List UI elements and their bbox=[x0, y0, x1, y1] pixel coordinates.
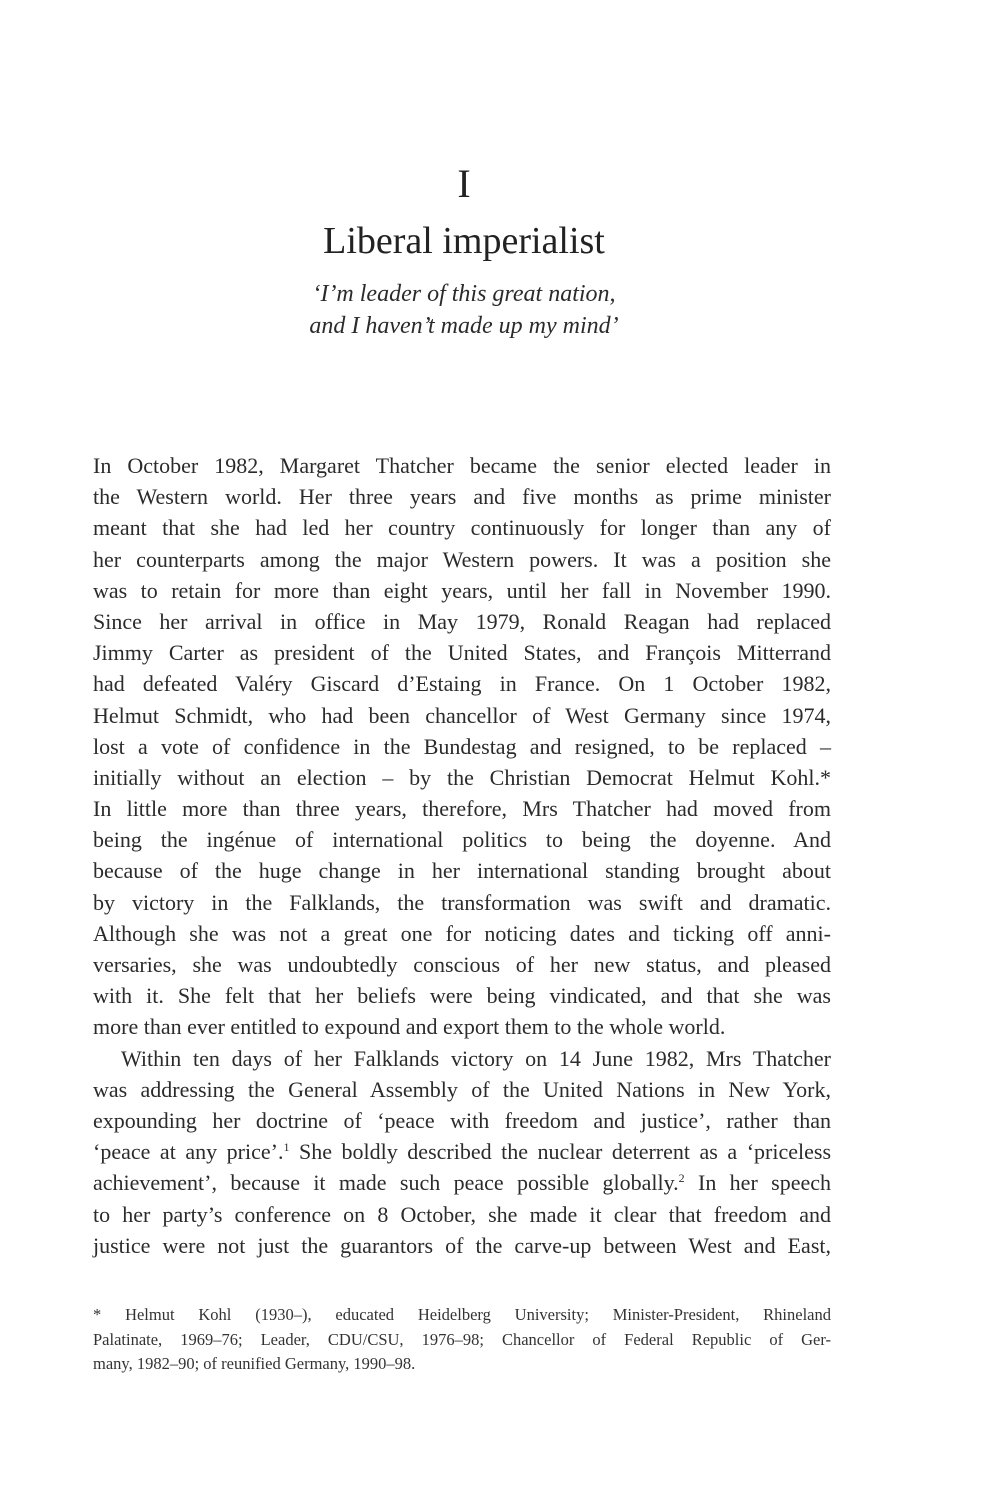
text-line: the Western world. Her three years and five months as prime minister bbox=[93, 484, 831, 510]
text-line bbox=[93, 1136, 831, 1167]
note-reference[interactable]: 1 bbox=[283, 1140, 290, 1155]
paragraph-2 bbox=[93, 1043, 831, 1261]
body-text bbox=[93, 450, 831, 1261]
text-line: expounding her doctrine of ‘peace with freedom and justice’, rather than bbox=[93, 1107, 831, 1133]
text-line: her counterparts among the major Western powers. It was a position she bbox=[93, 546, 831, 572]
text-line: Jimmy Carter as president of the United States, and François Mitterrand bbox=[93, 640, 831, 666]
text-line: meant that she had led her country continuously for longer than any of bbox=[93, 515, 831, 541]
footnote-line: Palatinate, 1969–76; Leader, CDU/CSU, 1976–98; Chancellor of Federal Republic of Ger- bbox=[93, 1329, 831, 1349]
text-line: with it. She felt that her beliefs were being vindicated, and that she was bbox=[93, 983, 831, 1009]
text-line: to her party’s conference on 8 October, she made it clear that freedom and bbox=[93, 1201, 831, 1227]
epigraph-line: ‘I’m leader of this great nation, bbox=[312, 281, 616, 307]
text-fragment: ‘peace at any price’. bbox=[93, 1139, 284, 1165]
footnote bbox=[93, 1303, 831, 1377]
text-line: Although she was not a great one for noticing dates and ticking off anni- bbox=[93, 920, 831, 946]
text-fragment: She boldly described the nuclear deterrent as a ‘priceless bbox=[289, 1139, 831, 1165]
chapter-number: I bbox=[457, 161, 471, 206]
text-fragment: achievement’, because it made such peace possible globally. bbox=[93, 1170, 679, 1196]
footnote-line: * Helmut Kohl (1930–), educated Heidelberg University; Minister-President, Rhineland bbox=[93, 1305, 831, 1324]
chapter-title: Liberal imperialist bbox=[323, 220, 605, 262]
text-line: was to retain for more than eight years, until her fall in November 1990. bbox=[93, 577, 831, 603]
text-line bbox=[93, 1167, 831, 1198]
text-line: Since her arrival in office in May 1979, Ronald Reagan had replaced bbox=[93, 608, 831, 634]
text-line: lost a vote of confidence in the Bundestag and resigned, to be replaced – bbox=[93, 733, 831, 759]
epigraph-line: and I haven’t made up my mind’ bbox=[309, 313, 619, 339]
text-line: more than ever entitled to expound and export them to the whole world. bbox=[93, 1014, 726, 1040]
text-line: being the ingénue of international politics to being the doyenne. And bbox=[93, 827, 831, 853]
text-line: because of the huge change in her international standing brought about bbox=[93, 858, 831, 884]
text-line: In little more than three years, therefore, Mrs Thatcher had moved from bbox=[93, 796, 831, 822]
paragraph-1 bbox=[93, 450, 831, 1043]
text-line: Helmut Schmidt, who had been chancellor of West Germany since 1974, bbox=[93, 702, 831, 728]
text-line: was addressing the General Assembly of the United Nations in New York, bbox=[93, 1076, 831, 1102]
text-line: In October 1982, Margaret Thatcher became the senior elected leader in bbox=[93, 453, 831, 478]
text-line: justice were not just the guarantors of the carve-up between West and East, bbox=[93, 1232, 831, 1258]
text-line: by victory in the Falklands, the transformation was swift and dramatic. bbox=[93, 889, 831, 915]
text-line: versaries, she was undoubtedly conscious of her new status, and pleased bbox=[93, 952, 831, 977]
text-line: had defeated Valéry Giscard d’Estaing in France. On 1 October 1982, bbox=[93, 671, 831, 697]
text-line: Within ten days of her Falklands victory on 14 June 1982, Mrs Thatcher bbox=[121, 1045, 831, 1071]
text-fragment: In her speech bbox=[684, 1170, 831, 1196]
footnote-line: many, 1982–90; of reunified Germany, 1990–98. bbox=[93, 1354, 416, 1373]
note-reference[interactable]: 2 bbox=[678, 1171, 685, 1186]
epigraph bbox=[0, 278, 928, 342]
text-line: initially without an election – by the Christian Democrat Helmut Kohl.* bbox=[93, 764, 831, 790]
